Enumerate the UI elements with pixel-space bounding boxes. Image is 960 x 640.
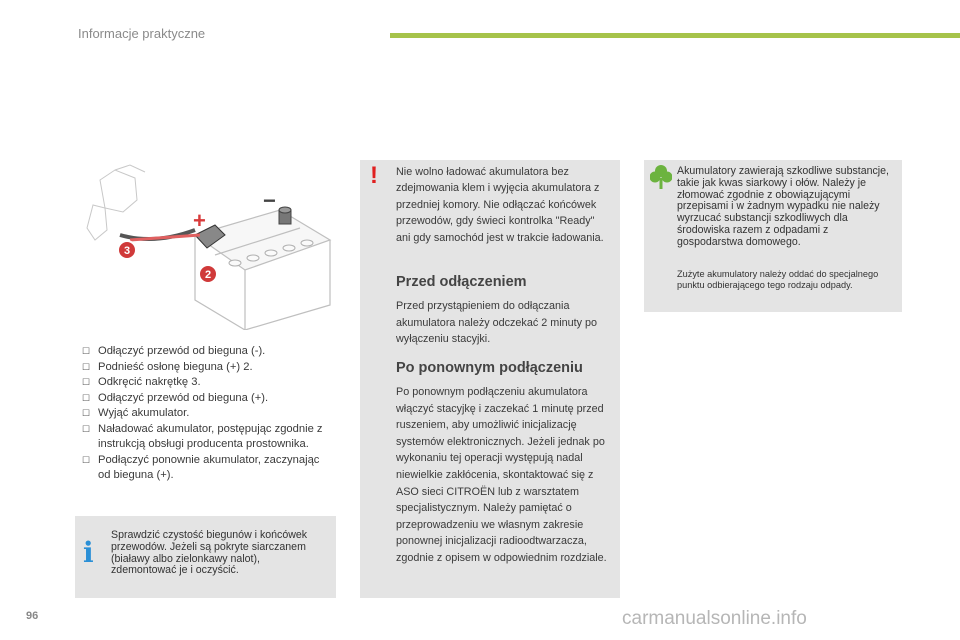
section-text-before-disconnect: Przed przystąpieniem do odłączania akumulatora należy odczekać 2 minuty po wyłączeniu stacyjki. bbox=[396, 300, 598, 346]
section-heading-after-reconnect: Po ponownym podłączeniu bbox=[396, 360, 583, 376]
watermark: carmanualsonline.info bbox=[622, 608, 807, 629]
bullet-icon: ☐ bbox=[82, 408, 91, 418]
list-item: ☐ Naładować akumulator, postępując zgodnie z instrukcją obsługi producenta prostownika. bbox=[82, 422, 323, 450]
bullet-icon: ☐ bbox=[82, 392, 91, 403]
bullet-icon: ☐ bbox=[82, 346, 91, 356]
list-item: ☐ Odłączyć przewód od bieguna (-). bbox=[82, 344, 332, 360]
list-item: ☐ Podłączyć ponownie akumulator, zaczynając od bieguna (+). bbox=[82, 453, 320, 481]
battery-illustration bbox=[75, 160, 337, 330]
info-text: Sprawdzić czystość biegunów i końcówek przewodów. Jeżeli są pokryte siarczanem (białawy albo zielonkawy nalot), zdemontować je i oczyścić. bbox=[111, 529, 308, 577]
leaf-icon bbox=[650, 164, 672, 195]
bullet-icon: ☐ bbox=[82, 361, 91, 372]
eco-box bbox=[644, 160, 902, 312]
callout-2: 2 bbox=[204, 269, 212, 281]
list-item: ☐ Odkręcić nakrętkę 3. bbox=[82, 375, 332, 391]
header-accent-bar bbox=[390, 33, 960, 38]
warning-box bbox=[360, 160, 620, 598]
warning-icon: ! bbox=[370, 162, 378, 189]
eco-small-text: Zużyte akumulatory należy oddać do specjalnego punktu odbierającego tego rodzaju odpady. bbox=[677, 269, 879, 290]
page-number: 96 bbox=[26, 610, 39, 622]
bullet-icon: ☐ bbox=[82, 423, 91, 434]
info-box bbox=[75, 516, 336, 598]
warning-text: Nie wolno ładować akumulatora bez zdejmowania klem i wyjęcia akumulatora z przedniej komory. Nie odłączać końcówek przewodów, gdy świeci kontrolka "Ready" ani gdy samochód jest w trakcie ładowania. bbox=[396, 166, 604, 244]
list-item: ☐ Odłączyć przewód od bieguna (+). bbox=[82, 391, 332, 407]
section-text-after-reconnect: Po ponownym podłączeniu akumulatora włączyć stacyjkę i zaczekać 1 minutę przed ruszeniem, aby umożliwić inicjalizację systemów elektronicznych. Jeżeli jednak po wykonaniu tej operacji występują nadal niewielkie zakłócenia, skontaktować się z ASO sieci CITROËN lub z warsztatem specjalistycznym. Należy pamiętać o przeprowadzeniu we własnym zakresie ponownej inicjalizacji radioodtwarzacza, zgodnie z opisem w odpowiednim rozdziale. bbox=[396, 386, 607, 564]
bullet-icon: ☐ bbox=[82, 454, 91, 465]
section-title: Informacje praktyczne bbox=[78, 26, 206, 41]
battery-drawing bbox=[75, 160, 337, 330]
info-icon: i bbox=[83, 536, 94, 569]
section-heading-before-disconnect: Przed odłączeniem bbox=[396, 274, 527, 290]
list-item: ☐ Wyjąć akumulator. bbox=[82, 406, 332, 422]
eco-text: Akumulatory zawierają szkodliwe substancje, takie jak kwas siarkowy i ołów. Należy je złomować zgodnie z obowiązującymi przepisami i w żadnym wypadku nie należy wyrzucać substancji szkodliwych dla środowiska razem z odpadami z gospodarstwa domowego. bbox=[677, 165, 889, 248]
minus-sign: − bbox=[263, 188, 276, 213]
plus-sign: + bbox=[193, 208, 206, 233]
steps-list bbox=[82, 344, 332, 484]
callout-3: 3 bbox=[123, 245, 131, 257]
bullet-icon: ☐ bbox=[82, 377, 91, 387]
list-item: ☐ Podnieść osłonę bieguna (+) 2. bbox=[82, 360, 332, 376]
